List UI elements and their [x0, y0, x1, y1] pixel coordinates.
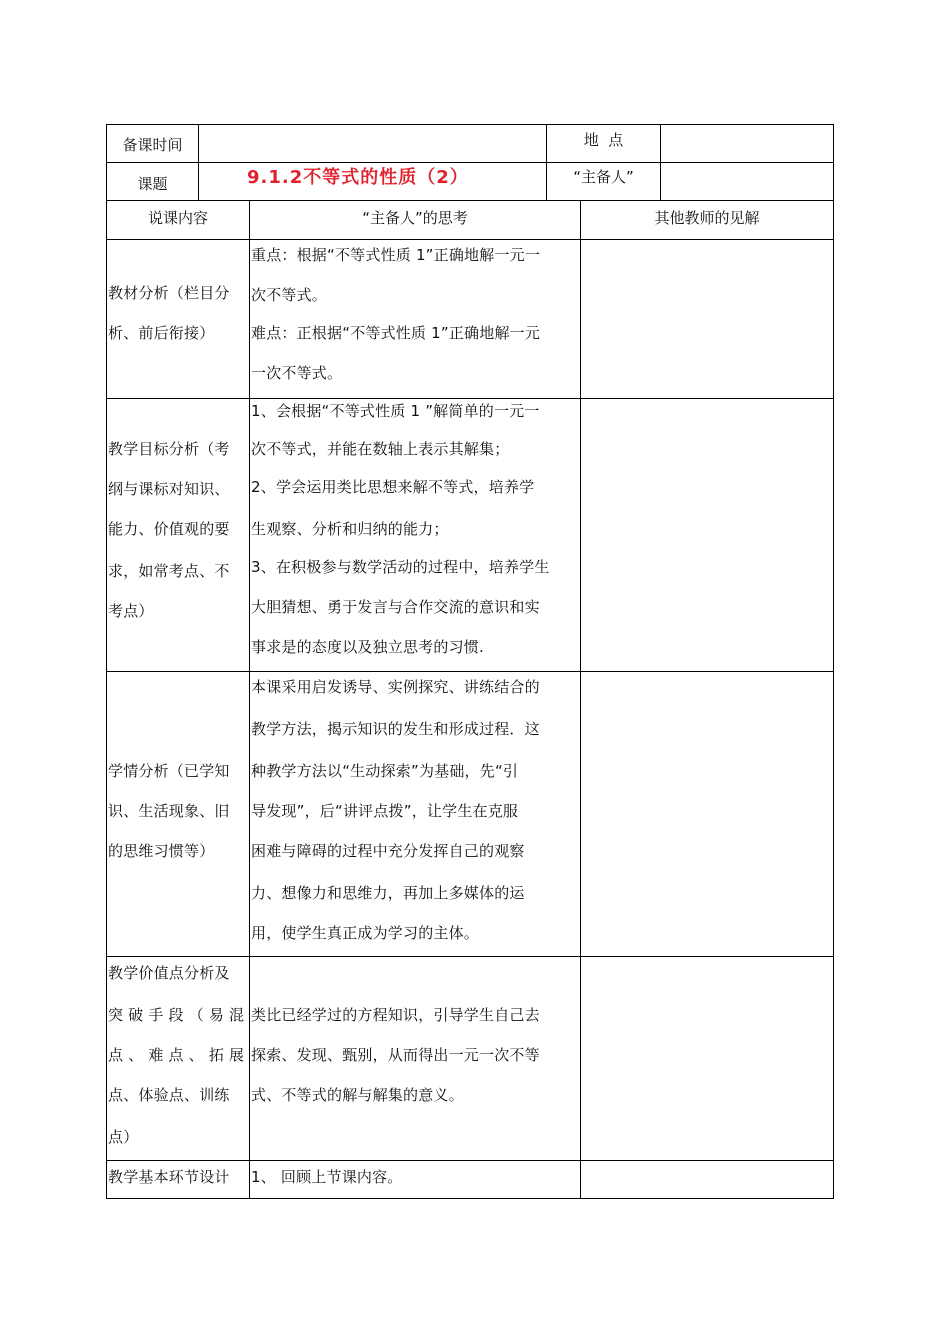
location-label: 地 点 [583, 131, 624, 149]
column-header-content: 说课内容 [147, 209, 208, 227]
column-header-other-views: 其他教师的见解 [654, 209, 760, 227]
topic-label: 课题 [137, 175, 168, 193]
topic-title: 9.1.2不等式的性质（2） [247, 167, 469, 188]
row-design-label: 教学基本环节设计 [108, 1168, 230, 1186]
row-design-content: 1、 回顾上节课内容。 [251, 1168, 403, 1186]
lead-teacher-label: “主备人” [573, 168, 634, 186]
prep-time-label: 备课时间 [122, 136, 183, 154]
column-header-lead-thinking: “主备人”的思考 [362, 209, 468, 227]
